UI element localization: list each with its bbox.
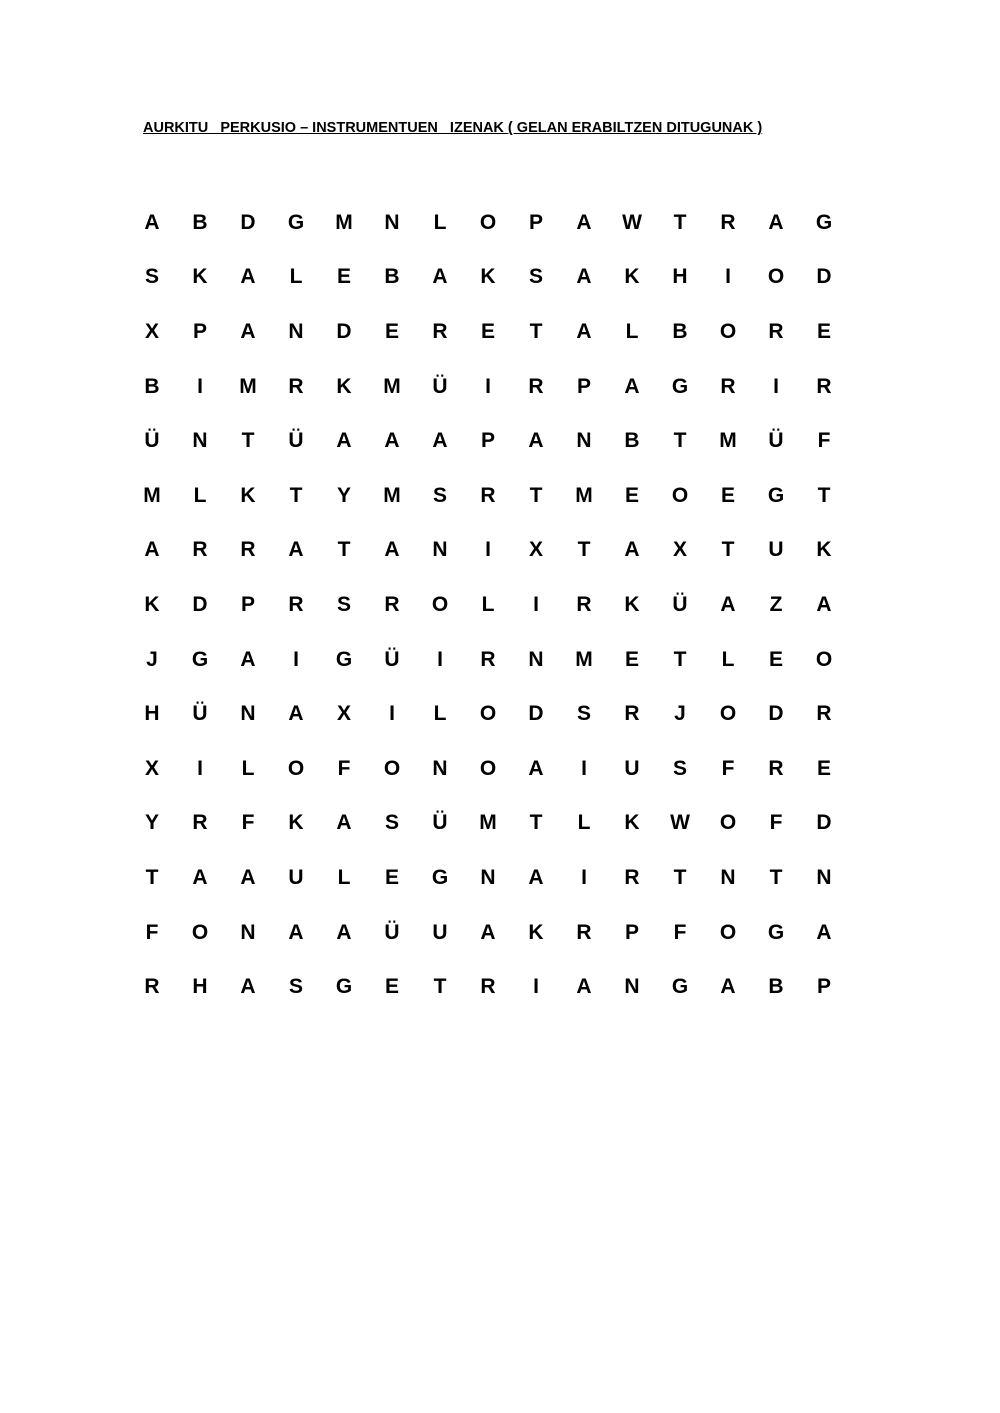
grid-letter: L [289,265,303,289]
grid-letter: E [720,483,735,507]
grid-row [128,905,848,960]
grid-row [128,741,848,796]
grid-letter: B [192,210,208,234]
grid-letter: F [145,920,159,944]
grid-letter: A [576,265,592,289]
grid-letter: A [528,865,544,889]
grid-letter: G [335,647,353,671]
grid-letter: D [240,210,256,234]
grid-letter: G [767,483,785,507]
grid-letter: A [240,865,256,889]
grid-letter: A [384,429,400,453]
grid-letter: T [289,483,303,507]
grid-letter: K [192,265,208,289]
grid-letter: G [287,210,305,234]
grid-letter: K [288,811,304,835]
grid-letter: F [337,756,351,780]
grid-letter: E [480,319,495,343]
grid-letter: Y [336,483,351,507]
grid-letter: F [241,811,255,835]
grid-letter: N [720,865,736,889]
worksheet-title: AURKITU PERKUSIO – INSTRUMENTUEN IZENAK ( GELAN ERABILTZEN DITUGUNAK ) [143,120,763,136]
grid-row [128,796,848,851]
grid-letter: I [581,756,587,780]
grid-row [128,686,848,741]
grid-letter: M [575,647,593,671]
grid-letter: N [384,210,400,234]
grid-letter: A [384,538,400,562]
grid-row [128,359,848,414]
grid-letter: M [335,210,353,234]
grid-letter: F [721,756,735,780]
grid-letter: R [816,374,832,398]
grid-letter: E [384,975,399,999]
grid-letter: T [721,538,735,562]
grid-letter: Ü [672,592,688,616]
grid-letter: I [581,865,587,889]
grid-letter: R [816,702,832,726]
grid-letter: X [336,702,351,726]
grid-letter: A [768,210,784,234]
grid-letter: K [624,811,640,835]
grid-letter: P [816,975,831,999]
grid-letter: K [528,920,544,944]
grid-letter: O [671,483,689,507]
grid-letter: A [336,811,352,835]
grid-letter: T [529,811,543,835]
grid-letter: D [528,702,544,726]
grid-row [128,959,848,1014]
grid-letter: K [480,265,496,289]
grid-letter: R [768,756,784,780]
grid-letter: S [336,592,351,616]
grid-letter: P [576,374,591,398]
grid-letter: R [240,538,256,562]
grid-letter: R [768,319,784,343]
grid-letter: K [144,592,160,616]
grid-letter: E [624,647,639,671]
grid-letter: X [144,756,159,780]
grid-letter: U [432,920,448,944]
grid-letter: O [719,811,737,835]
grid-letter: E [336,265,351,289]
grid-letter: R [624,702,640,726]
grid-letter: B [768,975,784,999]
grid-letter: R [192,538,208,562]
grid-letter: A [240,647,256,671]
grid-letter: T [769,865,783,889]
grid-letter: Ü [144,429,160,453]
grid-letter: A [336,920,352,944]
grid-letter: O [383,756,401,780]
grid-letter: P [528,210,543,234]
grid-letter: Ü [768,429,784,453]
grid-letter: T [673,865,687,889]
grid-letter: O [719,319,737,343]
grid-letter: N [480,865,496,889]
grid-letter: J [674,702,686,726]
grid-letter: K [624,592,640,616]
grid-letter: K [240,483,256,507]
grid-letter: D [192,592,208,616]
grid-letter: O [431,592,449,616]
grid-letter: T [337,538,351,562]
grid-letter: H [144,702,160,726]
grid-letter: E [816,319,831,343]
grid-letter: A [432,429,448,453]
grid-letter: O [719,920,737,944]
grid-letter: K [624,265,640,289]
grid-letter: E [768,647,783,671]
grid-letter: A [528,756,544,780]
grid-letter: I [389,702,395,726]
grid-letter: E [384,865,399,889]
grid-letter: E [384,319,399,343]
grid-letter: L [433,210,447,234]
grid-letter: T [817,483,831,507]
grid-letter: R [288,592,304,616]
grid-letter: D [768,702,784,726]
grid-letter: T [433,975,447,999]
grid-letter: A [288,538,304,562]
grid-letter: O [767,265,785,289]
grid-letter: U [768,538,784,562]
grid-letter: M [719,429,737,453]
grid-letter: S [528,265,543,289]
grid-letter: G [671,374,689,398]
grid-letter: A [720,975,736,999]
grid-letter: H [672,265,688,289]
grid-letter: A [240,265,256,289]
grid-letter: N [624,975,640,999]
grid-letter: T [529,319,543,343]
grid-letter: T [529,483,543,507]
grid-letter: A [624,538,640,562]
grid-letter: L [577,811,591,835]
grid-letter: I [533,975,539,999]
grid-letter: S [384,811,399,835]
grid-row [128,304,848,359]
grid-letter: I [485,538,491,562]
grid-letter: R [576,920,592,944]
grid-letter: R [576,592,592,616]
grid-letter: P [624,920,639,944]
grid-letter: D [816,265,832,289]
grid-letter: A [576,210,592,234]
grid-letter: K [816,538,832,562]
grid-letter: P [480,429,495,453]
grid-letter: W [622,210,642,234]
grid-letter: I [773,374,779,398]
grid-letter: I [197,374,203,398]
grid-letter: Ü [288,429,304,453]
grid-row [128,468,848,523]
grid-letter: D [336,319,352,343]
grid-letter: A [528,429,544,453]
grid-letter: S [288,975,303,999]
grid-letter: U [624,756,640,780]
grid-letter: Z [769,592,783,616]
grid-letter: O [287,756,305,780]
grid-letter: A [480,920,496,944]
grid-letter: M [383,374,401,398]
grid-letter: R [432,319,448,343]
grid-letter: G [191,647,209,671]
grid-letter: L [241,756,255,780]
grid-letter: L [337,865,351,889]
grid-letter: D [816,811,832,835]
grid-letter: N [816,865,832,889]
grid-letter: A [192,865,208,889]
grid-letter: R [720,210,736,234]
grid-letter: B [144,374,160,398]
grid-letter: X [144,319,159,343]
grid-letter: A [288,920,304,944]
grid-letter: N [576,429,592,453]
grid-letter: Ü [384,647,400,671]
grid-letter: A [624,374,640,398]
grid-letter: I [293,647,299,671]
word-search-grid [128,195,848,1014]
grid-letter: I [485,374,491,398]
grid-letter: E [624,483,639,507]
grid-letter: S [576,702,591,726]
grid-letter: T [673,647,687,671]
grid-letter: X [672,538,687,562]
grid-letter: S [144,265,159,289]
grid-letter: I [533,592,539,616]
grid-letter: M [479,811,497,835]
grid-letter: A [144,210,160,234]
grid-letter: T [145,865,159,889]
grid-letter: L [625,319,639,343]
grid-letter: N [192,429,208,453]
grid-letter: R [192,811,208,835]
grid-letter: M [383,483,401,507]
grid-letter: R [480,975,496,999]
grid-letter: B [624,429,640,453]
grid-row [128,195,848,250]
grid-letter: G [815,210,833,234]
grid-letter: S [672,756,687,780]
grid-letter: T [577,538,591,562]
grid-letter: O [479,756,497,780]
grid-letter: S [432,483,447,507]
grid-letter: L [721,647,735,671]
grid-letter: O [479,210,497,234]
grid-letter: N [432,538,448,562]
grid-letter: G [431,865,449,889]
grid-letter: B [672,319,688,343]
grid-letter: T [673,210,687,234]
grid-letter: Ü [384,920,400,944]
grid-letter: I [725,265,731,289]
grid-letter: M [575,483,593,507]
grid-letter: L [433,702,447,726]
grid-letter: O [815,647,833,671]
grid-letter: N [240,702,256,726]
grid-letter: G [767,920,785,944]
grid-row [128,850,848,905]
grid-letter: A [576,319,592,343]
grid-row [128,413,848,468]
grid-letter: Y [144,811,159,835]
grid-letter: W [670,811,690,835]
grid-letter: T [673,429,687,453]
grid-letter: Ü [432,811,448,835]
grid-letter: A [816,592,832,616]
grid-letter: N [288,319,304,343]
grid-letter: B [384,265,400,289]
grid-letter: R [528,374,544,398]
grid-letter: A [432,265,448,289]
grid-letter: Ü [432,374,448,398]
grid-letter: K [336,374,352,398]
grid-letter: R [720,374,736,398]
grid-letter: A [720,592,736,616]
grid-letter: Ü [192,702,208,726]
grid-letter: U [288,865,304,889]
grid-letter: G [335,975,353,999]
grid-letter: X [528,538,543,562]
grid-letter: L [481,592,495,616]
grid-letter: A [336,429,352,453]
grid-letter: I [197,756,203,780]
grid-row [128,250,848,305]
grid-letter: G [671,975,689,999]
grid-letter: E [816,756,831,780]
grid-letter: F [817,429,831,453]
grid-letter: N [240,920,256,944]
grid-letter: R [480,483,496,507]
grid-letter: P [192,319,207,343]
grid-letter: R [144,975,160,999]
grid-letter: H [192,975,208,999]
grid-letter: I [437,647,443,671]
grid-letter: F [673,920,687,944]
grid-letter: M [143,483,161,507]
grid-letter: R [480,647,496,671]
grid-letter: A [240,319,256,343]
grid-letter: A [144,538,160,562]
grid-row [128,577,848,632]
grid-letter: A [816,920,832,944]
grid-letter: F [769,811,783,835]
grid-letter: N [528,647,544,671]
grid-row [128,523,848,578]
grid-letter: J [146,647,158,671]
grid-letter: P [240,592,255,616]
grid-letter: M [239,374,257,398]
grid-letter: A [288,702,304,726]
grid-letter: A [240,975,256,999]
grid-letter: R [288,374,304,398]
grid-letter: R [384,592,400,616]
grid-letter: O [191,920,209,944]
grid-letter: L [193,483,207,507]
grid-letter: T [241,429,255,453]
grid-letter: A [576,975,592,999]
grid-letter: O [479,702,497,726]
grid-letter: R [624,865,640,889]
grid-letter: O [719,702,737,726]
grid-letter: N [432,756,448,780]
grid-row [128,632,848,687]
